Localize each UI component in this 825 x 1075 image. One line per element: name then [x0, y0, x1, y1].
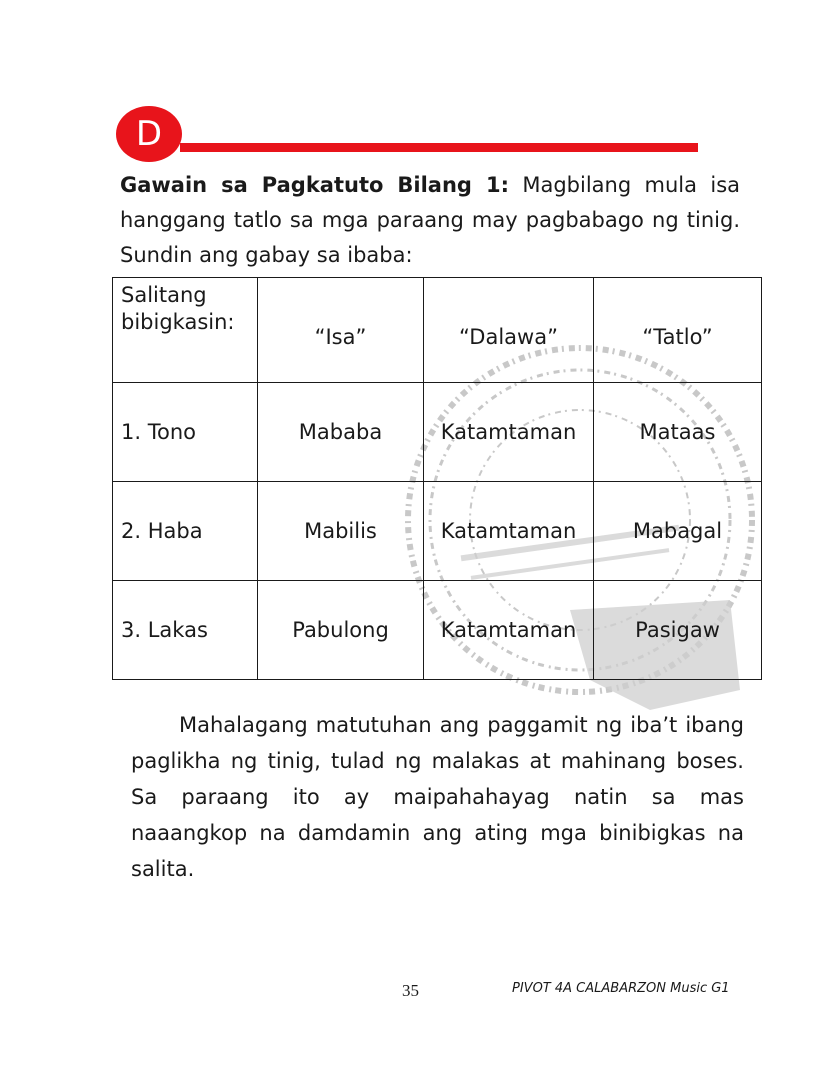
table-row	[113, 383, 762, 482]
table-header-row	[113, 278, 762, 383]
table-row	[113, 482, 762, 581]
page-number: 35	[402, 981, 419, 1000]
column-header-tatlo: “Tatlo”	[594, 278, 762, 383]
voice-guide-table	[112, 277, 762, 680]
table-row	[113, 581, 762, 680]
header-label-line-1: Salitang	[121, 283, 207, 307]
activity-text: Magbilang mula isa hanggang tatlo sa mga paraang may pagbabago ng tinig. Sundin ang gabay sa ibaba:	[120, 173, 741, 267]
table-cell: Katamtaman	[424, 482, 594, 581]
table-cell: Mababa	[258, 383, 424, 482]
table-cell: Mabagal	[594, 482, 762, 581]
section-letter-badge: D	[116, 106, 182, 162]
table-cell: Katamtaman	[424, 581, 594, 680]
section-divider	[180, 143, 698, 152]
table-cell: Pabulong	[258, 581, 424, 680]
row-label-tono: 1. Tono	[113, 383, 258, 482]
activity-label: Gawain sa Pagkatuto Bilang 1:	[120, 173, 509, 197]
table-cell: Mabilis	[258, 482, 424, 581]
footer-title: PIVOT 4A CALABARZON Music G1	[512, 981, 730, 996]
row-label-haba: 2. Haba	[113, 482, 258, 581]
closing-paragraph	[131, 707, 744, 887]
closing-text: Mahalagang matutuhan ang paggamit ng iba’t ibang paglikha ng tinig, tulad ng malakas at mahinang boses. Sa paraang ito ay maipahahayag natin sa mas naaangkop na damdamin ang ating mga binibigkas na salita.	[131, 713, 744, 881]
table-cell: Mataas	[594, 383, 762, 482]
header-label-line-2: bibigkasin:	[121, 310, 235, 334]
activity-instructions	[120, 168, 740, 273]
header-label-cell	[113, 278, 258, 383]
row-label-lakas: 3. Lakas	[113, 581, 258, 680]
column-header-dalawa: “Dalawa”	[424, 278, 594, 383]
table-cell: Katamtaman	[424, 383, 594, 482]
column-header-isa: “Isa”	[258, 278, 424, 383]
table-cell: Pasigaw	[594, 581, 762, 680]
